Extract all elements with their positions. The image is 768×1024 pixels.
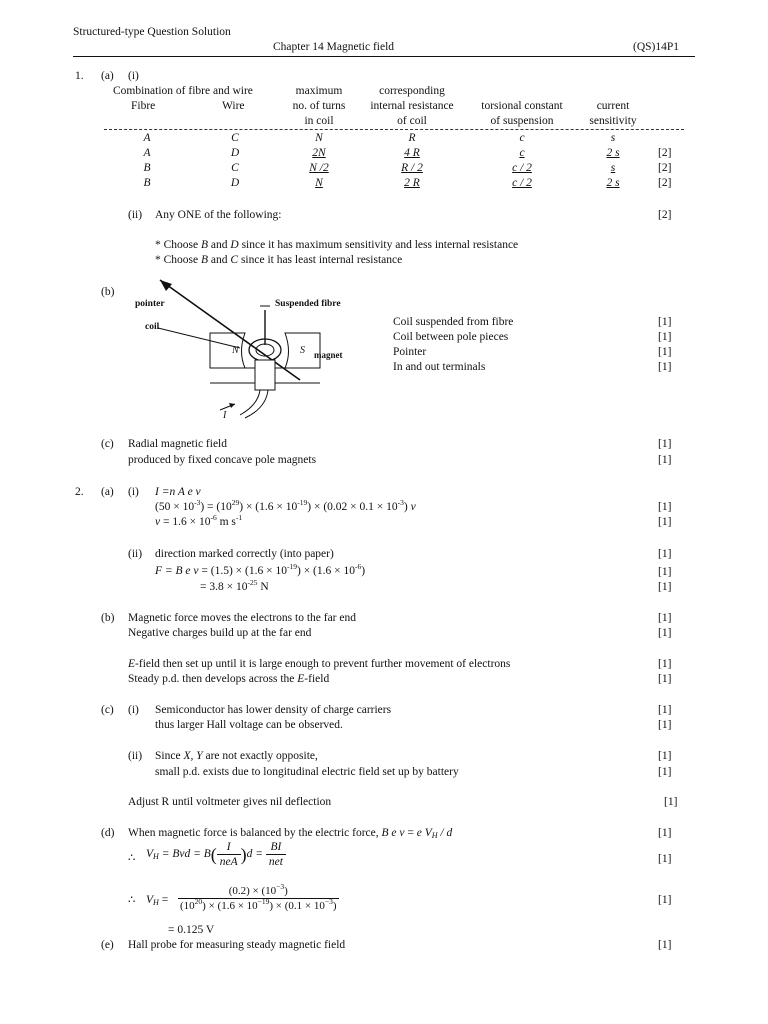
q2-c-ii: (ii)	[128, 750, 143, 762]
q2-b-line-2: Negative charges build up at the far end	[128, 627, 312, 639]
terminal-1	[240, 390, 260, 415]
th-cur-2: sensitivity	[589, 115, 637, 127]
cell-fibre: A	[143, 147, 151, 159]
q1-part-c: (c)	[101, 438, 114, 450]
mark: [1]	[658, 331, 672, 343]
q1-a-ii: (ii)	[128, 209, 143, 221]
header-rule	[73, 56, 695, 57]
q2-part-c: (c)	[101, 704, 114, 716]
cell-res: 4 R	[404, 147, 420, 159]
therefore-1: ∴	[128, 852, 136, 864]
table-divider	[104, 129, 684, 130]
q2-a-i: (i)	[128, 486, 139, 498]
cell-tor: c / 2	[512, 162, 532, 174]
th-max-3: in coil	[304, 115, 334, 127]
cell-sens: s	[610, 162, 616, 174]
cell-res: R / 2	[401, 162, 423, 174]
q2-adjust: Adjust R until voltmeter gives nil deflection	[128, 796, 332, 808]
q2-c-ii-line-2: small p.d. exists due to longitudinal electric field set up by battery	[155, 766, 459, 778]
q2-part-e: (e)	[101, 939, 114, 951]
label-pointer: pointer	[135, 299, 165, 309]
b-point-1: Coil suspended from fibre	[393, 316, 514, 328]
label-fibre: Suspended fibre	[275, 299, 341, 309]
cell-wire: D	[230, 177, 240, 189]
cell-tor: c	[519, 132, 525, 144]
th-res-2: internal resistance	[370, 100, 454, 112]
q2-c-i-line-2: thus larger Hall voltage can be observed.	[155, 719, 343, 731]
q2-eq-1: I =n A e v	[155, 486, 201, 498]
q2-part-b: (b)	[101, 612, 115, 624]
th-cur-1: current	[596, 100, 630, 112]
cell-fibre: A	[143, 132, 151, 144]
cell-wire: D	[230, 147, 240, 159]
label-current: I	[223, 410, 227, 421]
cell-turns: 2N	[312, 147, 326, 159]
mark: [1]	[658, 581, 672, 593]
mark: [1]	[658, 566, 672, 578]
q2-d-line-2: $V_H$ = Bvd = B( $\frac{I}{\text{neA}}$ )d = $\frac{BI}{\text{net}}$	[146, 840, 286, 869]
cell-sens: 2 s	[606, 177, 620, 189]
b-point-3: Pointer	[393, 346, 427, 358]
mark: [2]	[658, 177, 672, 189]
th-combination: Combination of fibre and wire	[113, 85, 253, 97]
therefore-2: ∴	[128, 894, 136, 906]
cell-sens: 2 s	[606, 147, 620, 159]
th-res-3: of coil	[397, 115, 427, 127]
cell-tor: c	[519, 147, 525, 159]
q2-b-line-4: Steady p.d. then develops across the E-field	[128, 673, 330, 685]
header-left: Structured-type Question Solution	[73, 26, 231, 38]
mark: [2]	[658, 147, 672, 159]
q1-c-line-2: produced by fixed concave pole magnets	[128, 454, 317, 466]
q2-part-a: (a)	[101, 486, 114, 498]
mark: [1]	[658, 548, 672, 560]
q1-part-a: (a)	[101, 70, 114, 82]
mark: [1]	[658, 627, 672, 639]
mark: [2]	[658, 162, 672, 174]
q2-e-text: Hall probe for measuring steady magnetic field	[128, 939, 346, 951]
cell-turns: N	[315, 177, 323, 189]
mark: [1]	[658, 316, 672, 328]
th-res-1: corresponding	[379, 85, 445, 97]
cell-wire: C	[231, 162, 239, 174]
th-wire: Wire	[222, 100, 245, 112]
mark: [1]	[664, 796, 678, 808]
q2-eq-2: $(50 \times 10^{-3}) = (10^{29}) \times (1.6 \times 10^{-19}) \times (0.02 \times 0.1 \times 10^{-3})$ v	[155, 498, 416, 513]
mark: [1]	[658, 939, 672, 951]
q2-a-ii-line-1: direction marked correctly (into paper)	[155, 548, 334, 560]
q2-a-ii-line-2: F = B e $v = (1.5) \times (1.6 \times 10^{-19}) \times (1.6 \times 10^{-6})$	[155, 562, 366, 577]
q2-c-ii-line-1: Since X, Y are not exactly opposite,	[155, 750, 318, 762]
q2-eq-3: $v = 1.6 \times 10^{-6}$ m $s^{-1}$	[155, 513, 243, 528]
q2-b-line-3: E-field then set up until it is large enough to prevent further movement of electrons	[128, 658, 511, 670]
mark: [1]	[658, 894, 672, 906]
cell-fibre: B	[143, 162, 151, 174]
q2-c-i-line-1: Semiconductor has lower density of charge carriers	[155, 704, 392, 716]
mark: [1]	[658, 766, 672, 778]
th-max-1: maximum	[295, 85, 343, 97]
coil-leader	[158, 328, 240, 348]
q1-c-line-1: Radial magnetic field	[128, 438, 227, 450]
q2-a-ii-line-3: = $3.8 \times 10^{-25}$ N	[200, 578, 269, 593]
mark: [1]	[658, 501, 672, 513]
label-n: N	[232, 345, 239, 356]
mark: [1]	[658, 853, 672, 865]
q2-d-result: = 0.125 V	[168, 924, 215, 936]
mark: [1]	[658, 750, 672, 762]
mark: [1]	[658, 346, 672, 358]
q1-part-b: (b)	[101, 286, 115, 298]
q2-b-line-1: Magnetic force moves the electrons to the far end	[128, 612, 356, 624]
label-coil: coil	[145, 322, 160, 332]
core	[255, 360, 275, 390]
b-point-4: In and out terminals	[393, 361, 486, 373]
cell-sens: s	[610, 132, 616, 144]
mark: [1]	[658, 454, 672, 466]
q2-d-fraction: $\frac{(0.2) \times (10^{-3})}{(10^{20}) \times (1.6 \times 10^{-19}) \times (0.1 \times 10^{-3})}$	[180, 882, 337, 912]
q1-a-ii-text: Any ONE of the following:	[155, 209, 282, 221]
mark: [1]	[658, 612, 672, 624]
q1-a-i: (i)	[128, 70, 139, 82]
q1-number: 1.	[75, 70, 84, 82]
q2-d-line-1: When magnetic force is balanced by the electric force, B e v = e $V_H$ / d	[128, 827, 453, 840]
q2-a-ii: (ii)	[128, 548, 143, 560]
choice-1: * Choose B and D since it has maximum sensitivity and less internal resistance	[155, 239, 519, 251]
cell-turns: N	[315, 132, 323, 144]
mark: [1]	[658, 658, 672, 670]
cell-res: R	[408, 132, 416, 144]
th-tor-1: torsional constant	[481, 100, 563, 112]
mark: [1]	[658, 438, 672, 450]
cell-turns: N /2	[309, 162, 329, 174]
mark: [1]	[658, 516, 672, 528]
cell-fibre: B	[143, 177, 151, 189]
choice-2: * Choose B and C since it has least internal resistance	[155, 254, 403, 266]
mark: [1]	[658, 704, 672, 716]
magnet-north	[210, 333, 245, 368]
pointer-line	[160, 280, 300, 380]
th-max-2: no. of turns	[292, 100, 346, 112]
current-arrowhead	[229, 403, 235, 408]
th-fibre: Fibre	[131, 100, 156, 112]
vh-symbol: $V_H$ =	[146, 894, 169, 907]
mark: [1]	[658, 673, 672, 685]
header-chapter: Chapter 14 Magnetic field	[273, 41, 395, 53]
q2-number: 2.	[75, 486, 84, 498]
cell-wire: C	[231, 132, 239, 144]
th-tor-2: of suspension	[490, 115, 554, 127]
label-magnet: magnet	[314, 350, 343, 360]
mark: [1]	[658, 827, 672, 839]
cell-res: 2 R	[404, 177, 420, 189]
pointer-arrowhead	[160, 280, 172, 291]
terminal-2	[245, 390, 268, 418]
b-point-2: Coil between pole pieces	[393, 331, 509, 343]
mark: [1]	[658, 361, 672, 373]
cell-tor: c / 2	[512, 177, 532, 189]
header-code: (QS)14P1	[633, 41, 680, 53]
q2-part-d: (d)	[101, 827, 115, 839]
q2-c-i: (i)	[128, 704, 139, 716]
mark: [1]	[658, 719, 672, 731]
mark: [2]	[658, 209, 672, 221]
label-s: S	[300, 345, 305, 356]
